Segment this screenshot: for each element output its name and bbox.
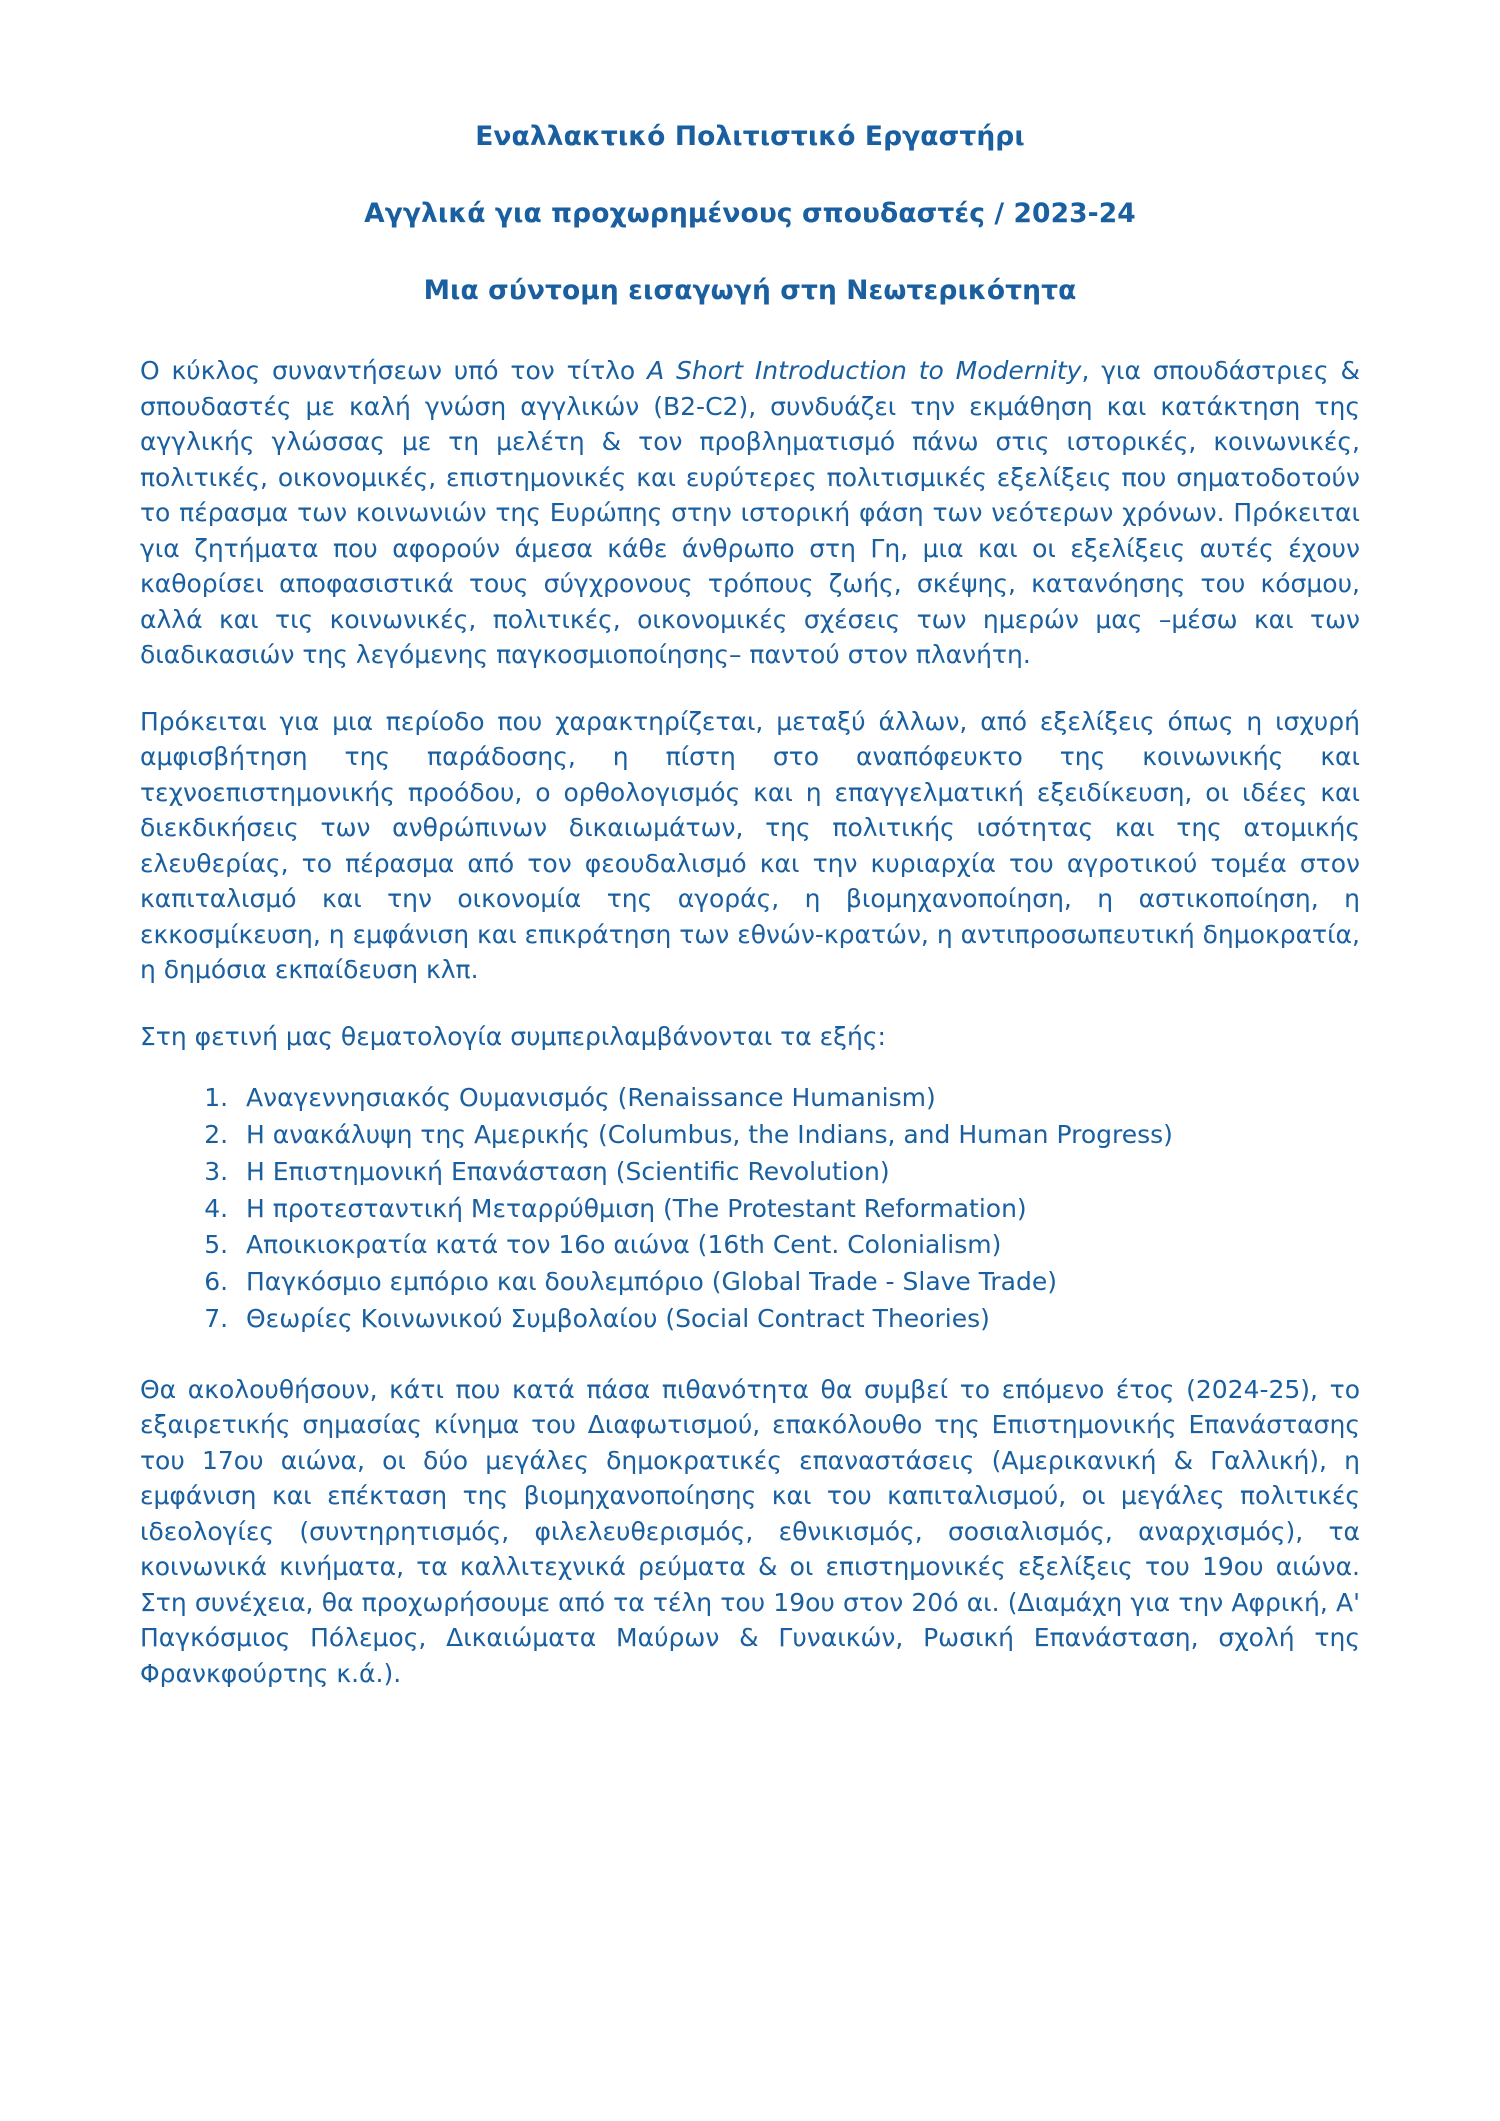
list-intro-text: Στη φετινή μας θεματολογία συμπεριλαμβάνονται τα εξής: — [140, 1021, 886, 1051]
paragraph-intro — [140, 353, 1360, 673]
topic-list — [140, 1080, 1360, 1337]
paragraph-future-topics: Θα ακολουθήσουν, κάτι που κατά πάσα πιθανότητα θα συμβεί το επόμενο έτος (2024-25), το εξαιρετικής σημασίας κίνημα του Διαφωτισμού, επακόλουθο της Επιστημονικής Επανάστασης του 17ου αιώνα, οι δύο μεγάλες δημοκρατικές επαναστάσεις (Αμερικανική & Γαλλική), η εμφάνιση και επέκταση της βιομηχανοποίησης και του καπιταλισμού, οι μεγάλες πολιτικές ιδεολογίες (συντηρητισμός, φιλελευθερισμός, εθνικισμός, σοσιαλισμός, αναρχισμός), τα κοινωνικά κινήματα, τα καλλιτεχνικά ρεύματα & οι επιστημονικές εξελίξεις του 19ου αιώνα. Στη συνέχεια, θα προχωρήσουμε από τα τέλη του 19ου στον 20ό αι. (Διαμάχη για την Αφρική, Α' Παγκόσμιος Πόλεμος, Δικαιώματα Μαύρων & Γυναικών, Ρωσική Επανάσταση, σχολή της Φρανκφούρτης κ.ά.). — [140, 1374, 1360, 1688]
list-item: 1. Αναγεννησιακός Ουμανισμός (Renaissance Humanism) — [236, 1080, 1360, 1117]
list-item: 7. Θεωρίες Κοινωνικού Συμβολαίου (Social Contract Theories) — [236, 1301, 1360, 1338]
list-item: 4. Η προτεσταντική Μεταρρύθμιση (The Protestant Reformation) — [236, 1191, 1360, 1228]
list-item: 3. Η Επιστημονική Επανάσταση (Scientific Revolution) — [236, 1154, 1360, 1191]
course-title-italic: A Short Introduction to Modernity — [647, 356, 1082, 386]
page-subtitle-course: Αγγλικά για προχωρημένους σπουδαστές / 2023-24 — [364, 198, 1136, 230]
page-title-organization: Εναλλακτικό Πολιτιστικό Εργαστήρι — [475, 121, 1025, 152]
list-item: 5. Αποικιοκρατία κατά τον 16ο αιώνα (16th Cent. Colonialism) — [236, 1227, 1360, 1264]
page-subtitle-topic: Μια σύντομη εισαγωγή στη Νεωτερικότητα — [423, 275, 1077, 307]
list-item: 6. Παγκόσμιο εμπόριο και δουλεμπόριο (Global Trade - Slave Trade) — [236, 1264, 1360, 1301]
paragraph-period-description: Πρόκειται για μια περίοδο που χαρακτηρίζεται, μεταξύ άλλων, από εξελίξεις όπως η ισχυρή αμφισβήτηση της παράδοσης, η πίστη στο αναπόφευκτο της κοινωνικής και τεχνοεπιστημονικής προόδου, ο ορθολογισμός και η επαγγελματική εξειδίκευση, οι ιδέες και διεκδικήσεις των ανθρώπινων δικαιωμάτων, της πολιτικής ισότητας και της ατομικής ελευθερίας, το πέρασμα από τον φεουδαλισμό και την κυριαρχία του αγροτικού τομέα στον καπιταλισμό και την οικονομία της αγοράς, η βιομηχανοποίηση, η αστικοποίηση, η εκκοσμίκευση, η εμφάνιση και επικράτηση των εθνών-κρατών, η αντιπροσωπευτική δημοκρατία, η δημόσια εκπαίδευση κλπ. — [140, 706, 1360, 985]
list-item: 2. Η ανακάλυψη της Αμερικής (Columbus, the Indians, and Human Progress) — [236, 1117, 1360, 1154]
paragraph-intro-rest: , για σπουδάστριες & σπουδαστές με καλή γνώση αγγλικών (B2-C2), συνδυάζει την εκμάθηση και κατάκτηση της αγγλικής γλώσσας με τη μελέτη & τον προβληματισμό πάνω στις ιστορικές, κοινωνικές, πολιτικές, οικονομικές, επιστημονικές και ευρύτερες πολιτισμικές εξελίξεις που σηματοδοτούν το πέρασμα των κοινωνιών της Ευρώπης στην ιστορική φάση των νεότερων χρόνων. Πρόκειται για ζητήματα που αφορούν άμεσα κάθε άνθρωπο στη Γη, μια και οι εξελίξεις αυτές έχουν καθορίσει αποφασιστικά τους σύγχρονους τρόπους ζωής, σκέψης, κατανόησης του κόσμου, αλλά και τις κοινωνικές, πολιτικές, οικονομικές σχέσεις των ημερών μας –μέσω και των διαδικασιών της λεγόμενης παγκοσμιοποίησης– παντού στον πλανήτη. — [140, 356, 1360, 670]
paragraph-intro-lead: Ο κύκλος συναντήσεων υπό τον τίτλο — [140, 356, 648, 386]
